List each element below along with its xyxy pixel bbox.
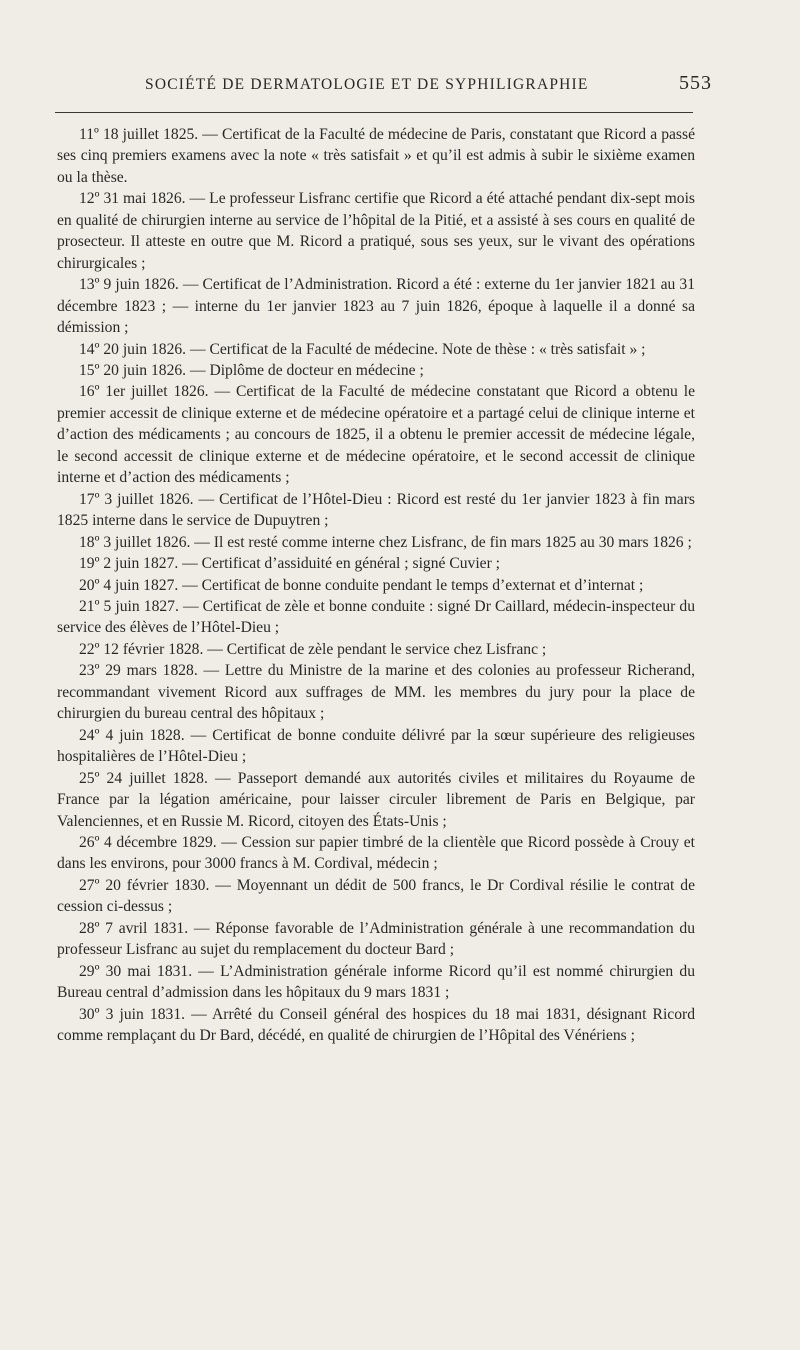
list-item-29: 29º 30 mai 1831. — L’Administration générale informe Ricord qu’il est nommé chirurgien du Bureau central d’admission dans les hôpitaux du 9 mars 1831 ; <box>57 962 695 1002</box>
list-item-24: 24º 4 juin 1828. — Certificat de bonne conduite délivré par la sœur supérieure des religieuses hospitalières de l’Hôtel-Dieu ; <box>57 726 695 766</box>
list-item-23: 23º 29 mars 1828. — Lettre du Ministre de la marine et des colonies au professeur Richerand, recommandant vivement Ricord aux suffrages de MM. les membres du jury pour la place de chirurgien du bureau central des hôpitaux ; <box>57 662 695 723</box>
list-item-22: 22º 12 février 1828. — Certificat de zèle pendant le service chez Lisfranc ; <box>79 640 547 658</box>
list-item-11: 11º 18 juillet 1825. — Certificat de la Faculté de médecine de Paris, constatant que Ricord a passé ses cinq premiers examens avec la note « très satisfait » et qu’il est admis à subir le sixième examen ou la thèse. <box>57 126 695 186</box>
header-rule <box>55 112 693 113</box>
page-header <box>60 72 712 100</box>
list-item-30: 30º 3 juin 1831. — Arrêté du Conseil général des hospices du 18 mai 1831, désignant Ricord comme remplaçant du Dr Bard, décédé, en qualité de chirurgien de l’Hôpital des Vénériens ; <box>57 1005 695 1045</box>
running-title: SOCIÉTÉ DE DERMATOLOGIE ET DE SYPHILIGRAPHIE <box>145 76 589 93</box>
list-item-27: 27º 20 février 1830. — Moyennant un dédit de 500 francs, le Dr Cordival résilie le contrat de cession ci-dessus ; <box>57 876 695 916</box>
list-item-12: 12º 31 mai 1826. — Le professeur Lisfranc certifie que Ricord a été attaché pendant dix-sept mois en qualité de chirurgien interne au service de l’hôpital de la Pitié, et a assisté à ses cours en qualité de prosecteur. Il atteste en outre que M. Ricord a pratiqué, sous ses yeux, sur le vivant des opérations chirurgicales ; <box>57 190 695 272</box>
list-item-14: 14º 20 juin 1826. — Certificat de la Faculté de médecine. Note de thèse : « très satisfait » ; <box>79 340 646 358</box>
list-item-20: 20º 4 juin 1827. — Certificat de bonne conduite pendant le temps d’externat et d’internat ; <box>79 576 644 594</box>
list-item-19: 19º 2 juin 1827. — Certificat d’assiduité en général ; signé Cuvier ; <box>79 555 501 573</box>
list-item-18: 18º 3 juillet 1826. — Il est resté comme interne chez Lisfranc, de fin mars 1825 au 30 mars 1826 ; <box>79 533 692 551</box>
list-item-13: 13º 9 juin 1826. — Certificat de l’Administration. Ricord a été : externe du 1er janvier 1821 au 31 décembre 1823 ; — interne du 1er janvier 1823 au 7 juin 1826, époque à laquelle il a donné sa démission ; <box>57 276 695 337</box>
list-item-28: 28º 7 avril 1831. — Réponse favorable de l’Administration générale à une recommandation du professeur Lisfranc au sujet du remplacement du docteur Bard ; <box>57 919 695 959</box>
list-item-26: 26º 4 décembre 1829. — Cession sur papier timbré de la clientèle que Ricord possède à Crouy et dans les environs, pour 3000 francs à M. Cordival, médecin ; <box>57 833 695 873</box>
list-item-17: 17º 3 juillet 1826. — Certificat de l’Hôtel-Dieu : Ricord est resté du 1er janvier 1823 à fin mars 1825 interne dans le service de Dupuytren ; <box>57 490 695 530</box>
document-body <box>57 124 695 1046</box>
list-item-15: 15º 20 juin 1826. — Diplôme de docteur en médecine ; <box>79 361 424 379</box>
list-item-21: 21º 5 juin 1827. — Certificat de zèle et bonne conduite : signé Dr Caillard, médecin-inspecteur du service des élèves de l’Hôtel-Dieu ; <box>57 597 695 637</box>
list-item-16: 16º 1er juillet 1826. — Certificat de la Faculté de médecine constatant que Ricord a obtenu le premier accessit de clinique externe et de médecine opératoire et a partagé celui de clinique interne et d’action des médicaments ; au concours de 1825, il a obtenu le premier accessit de médecine légale, le second accessit de clinique externe et de médecine opératoire, et le second accessit de clinique interne et d’action des médicaments ; <box>57 383 695 487</box>
list-item-25: 25º 24 juillet 1828. — Passeport demandé aux autorités civiles et militaires du Royaume de France par la légation américaine, pour laisser circuler librement de Paris en Belgique, par Valenciennes, et en Russie M. Ricord, citoyen des États-Unis ; <box>57 769 695 830</box>
page-number: 553 <box>679 72 712 94</box>
